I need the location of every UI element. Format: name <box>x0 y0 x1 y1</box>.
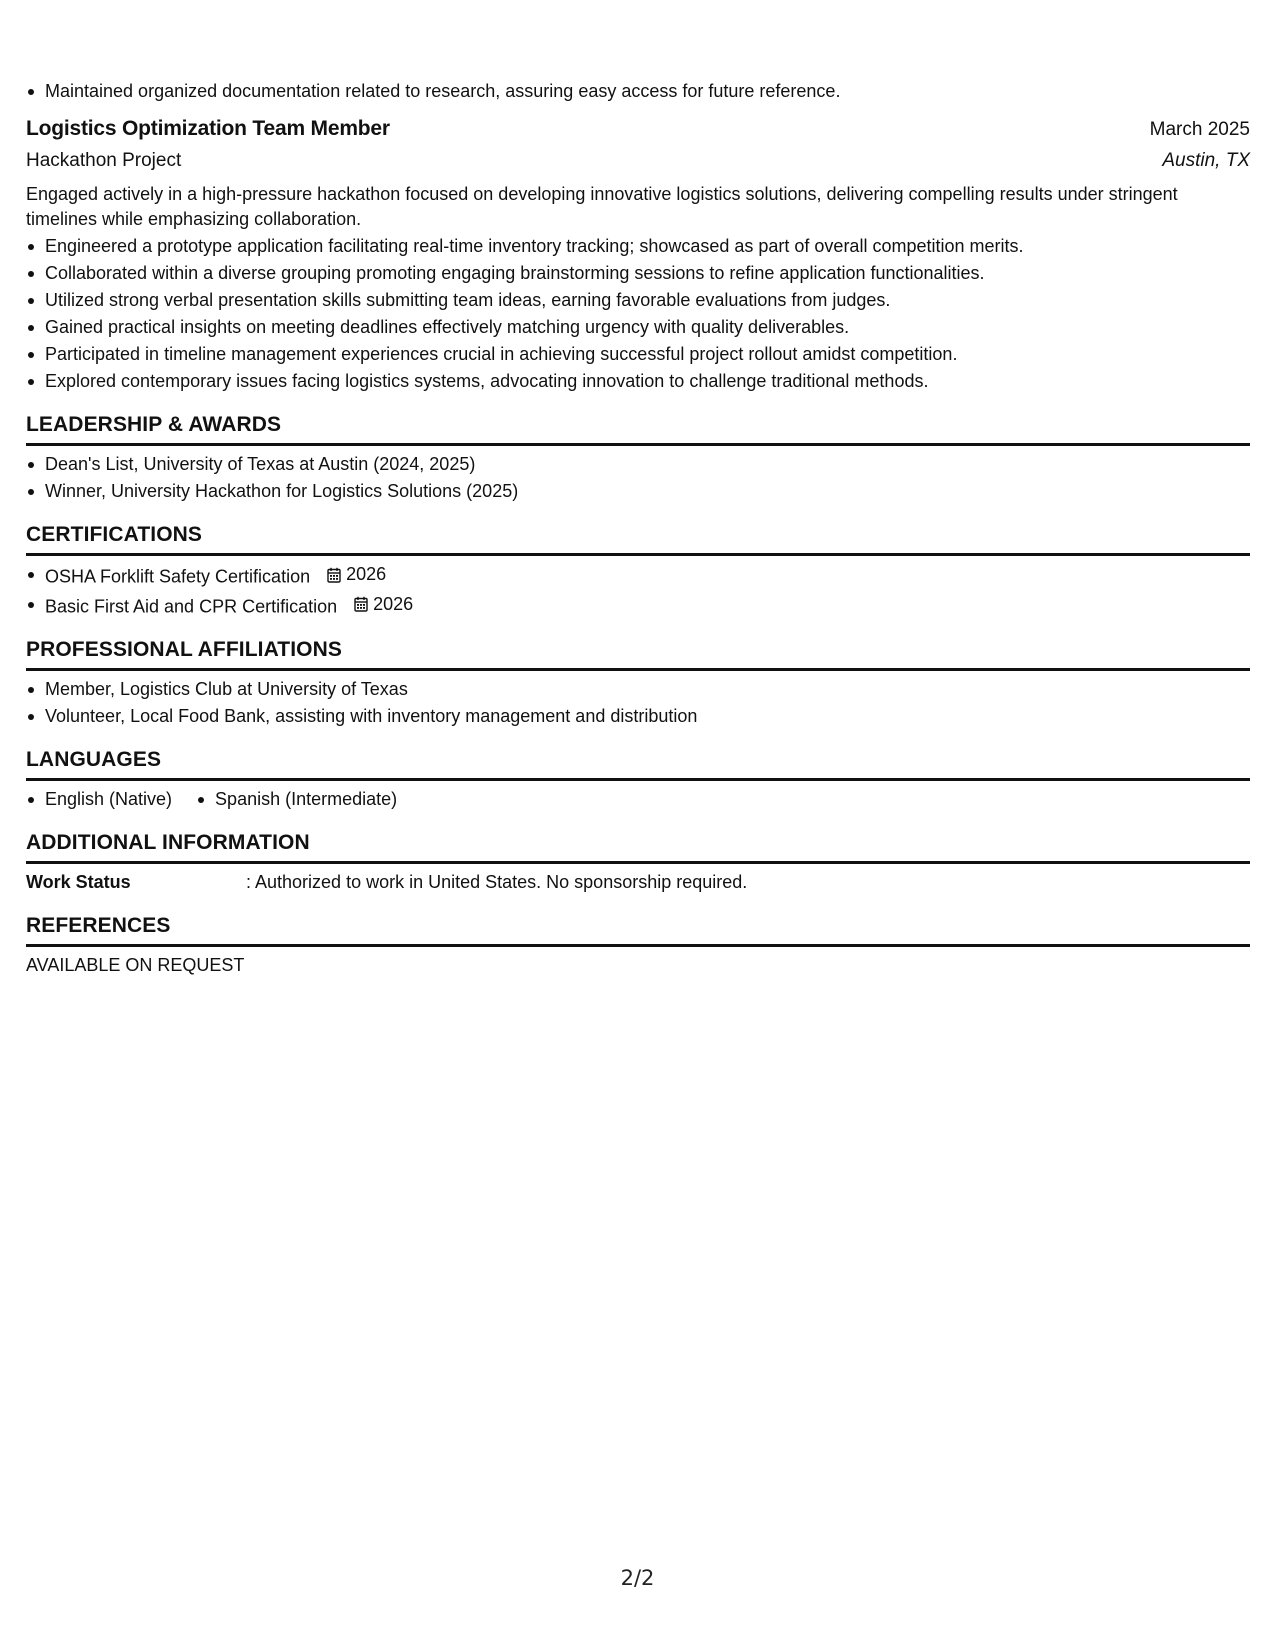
affiliations-list <box>26 676 1250 730</box>
leadership-list <box>26 451 1250 505</box>
section-title: LANGUAGES <box>26 745 1250 781</box>
list-item: Spanish (Intermediate) <box>196 786 397 813</box>
job-title: Logistics Optimization Team Member <box>26 117 390 140</box>
references-section <box>26 911 1250 979</box>
leadership-section <box>26 410 1250 505</box>
list-item: English (Native) <box>26 786 172 813</box>
additional-info-section <box>26 828 1250 896</box>
job-entry <box>26 113 1250 395</box>
list-item: Engineered a prototype application facilitating real-time inventory tracking; showcased as part of overall competition merits. <box>26 233 1250 260</box>
section-title: LEADERSHIP & AWARDS <box>26 410 1250 446</box>
page-number: 2/2 <box>620 1566 655 1590</box>
section-title: REFERENCES <box>26 911 1250 947</box>
certification-date <box>327 561 386 588</box>
job-description: Engaged actively in a high-pressure hackathon focused on developing innovative logistics solutions, delivering compelling results under stringent timelines while emphasizing collaboration. <box>26 184 1178 229</box>
certification-year: 2026 <box>373 593 414 614</box>
list-item: Winner, University Hackathon for Logistics Solutions (2025) <box>26 478 1250 505</box>
work-status-row <box>26 869 1250 896</box>
list-item: Volunteer, Local Food Bank, assisting with inventory management and distribution <box>26 703 1250 730</box>
resume-page <box>26 78 1250 979</box>
certification-date <box>354 591 413 618</box>
job-organization: Hackathon Project <box>26 150 182 171</box>
list-item: Participated in timeline management experiences crucial in achieving successful project rollout amidst competition. <box>26 341 1250 368</box>
previous-job-bullets <box>26 78 1250 105</box>
list-item: Collaborated within a diverse grouping promoting engaging brainstorming sessions to refine application functionalities. <box>26 260 1250 287</box>
list-item: Maintained organized documentation related to research, assuring easy access for future reference. <box>26 78 1250 105</box>
section-title: CERTIFICATIONS <box>26 520 1250 556</box>
certification-item <box>26 591 1250 621</box>
list-item: Gained practical insights on meeting deadlines effectively matching urgency with quality deliverables. <box>26 314 1250 341</box>
work-status-label: Work Status <box>26 872 131 892</box>
work-status-value: : Authorized to work in United States. No sponsorship required. <box>246 872 748 892</box>
list-item: Member, Logistics Club at University of Texas <box>26 676 1250 703</box>
job-subheader <box>26 146 1250 176</box>
certifications-section <box>26 520 1250 620</box>
list-item: Dean's List, University of Texas at Austin (2024, 2025) <box>26 451 1250 478</box>
certification-year: 2026 <box>346 564 387 584</box>
section-title: PROFESSIONAL AFFILIATIONS <box>26 635 1250 671</box>
certification-name: Basic First Aid and CPR Certification <box>45 596 338 616</box>
job-bullets <box>26 233 1250 395</box>
list-item: Explored contemporary issues facing logistics systems, advocating innovation to challenge traditional methods. <box>26 368 1250 395</box>
job-date: March 2025 <box>1149 119 1250 140</box>
languages-list <box>26 786 1250 813</box>
certifications-list <box>26 561 1250 620</box>
calendar-icon <box>327 567 341 583</box>
references-text: AVAILABLE ON REQUEST <box>26 955 245 975</box>
job-header <box>26 113 1250 146</box>
job-location: Austin, TX <box>1162 150 1250 171</box>
list-item: Utilized strong verbal presentation skills submitting team ideas, earning favorable evaluations from judges. <box>26 287 1250 314</box>
certification-item <box>26 561 1250 591</box>
certification-name: OSHA Forklift Safety Certification <box>45 566 311 587</box>
section-title: ADDITIONAL INFORMATION <box>26 828 1250 864</box>
affiliations-section <box>26 635 1250 730</box>
calendar-icon <box>354 596 368 612</box>
languages-section <box>26 745 1250 813</box>
